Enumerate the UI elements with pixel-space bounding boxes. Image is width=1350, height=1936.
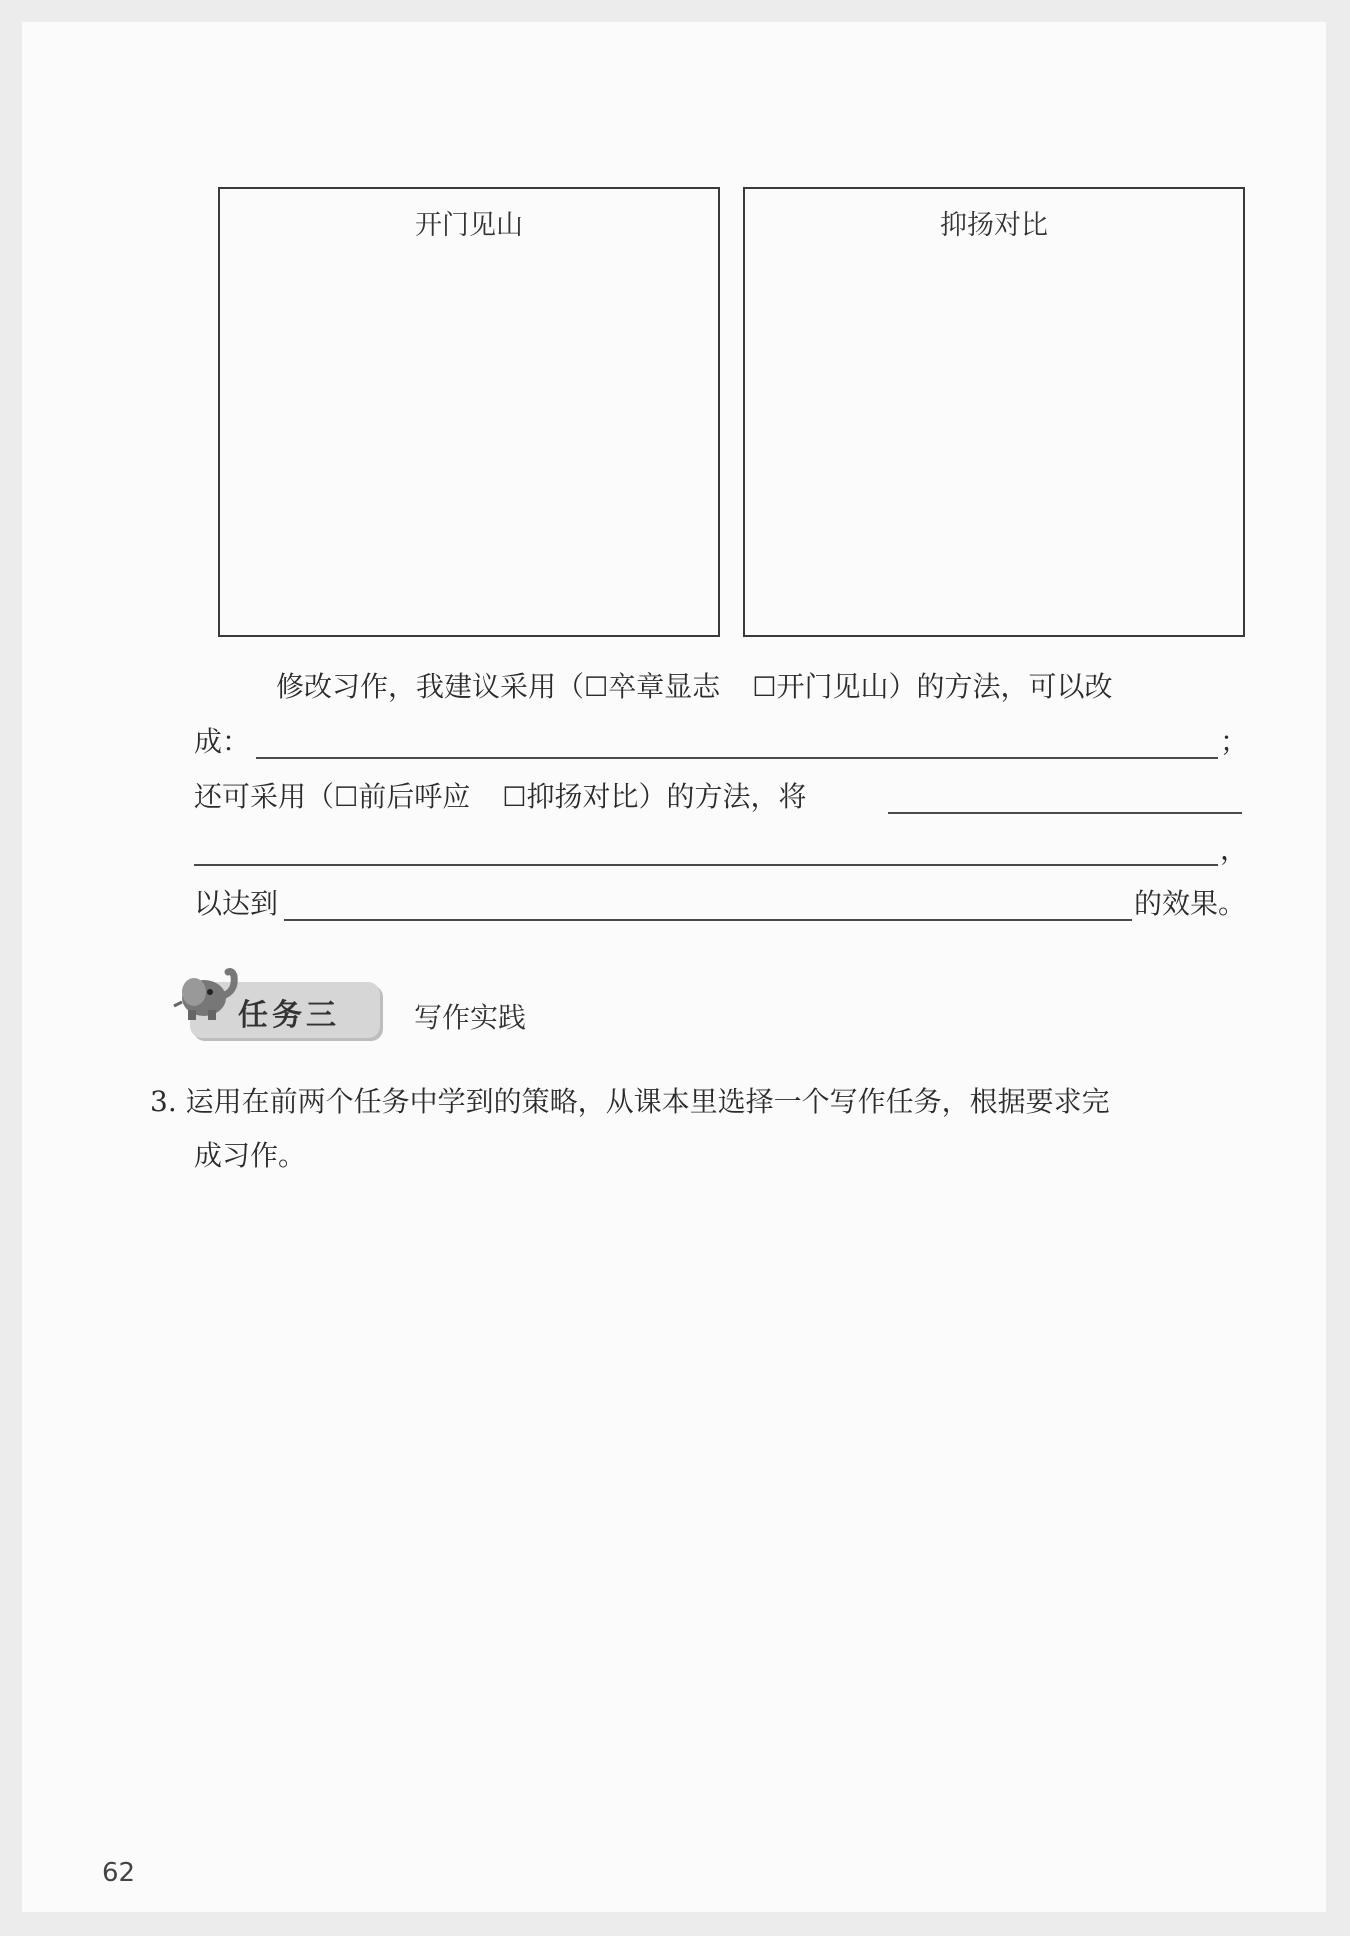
option-1-label: 卒章显志 [608,670,721,703]
box-title-left: 开门见山 [415,210,523,241]
revision-text-1-end: ）的方法，可以改 [888,670,1113,703]
workbook-page [22,22,1326,1912]
blank-line-3[interactable] [888,812,1242,814]
task-item-number: 3. [150,1085,177,1118]
revision-line-2-end: ； [1220,725,1249,758]
blank-line-5[interactable] [284,919,1132,921]
revision-line-1 [276,667,1113,708]
option-4-label: 抑扬对比 [526,780,639,813]
checkbox-option-1[interactable]: ☐ [584,672,609,703]
elephant-icon [172,962,244,1024]
blank-line-2[interactable] [256,757,1218,759]
revision-text-3: 还可采用（ [194,780,335,813]
task-item [150,1082,1110,1122]
task-badge-label: 任务三 [238,998,340,1033]
task-item-line-2: 成习作。 [194,1139,307,1172]
box-title-right: 抑扬对比 [940,210,1048,241]
revision-line-2-start: 成： [194,725,251,758]
checkbox-option-3[interactable]: ☐ [334,782,359,813]
checkbox-option-4[interactable]: ☐ [502,782,527,813]
revision-line-5-start: 以达到 [194,887,279,920]
revision-line-3 [194,777,807,818]
revision-text-3-end: ）的方法，将 [638,780,807,813]
answer-box-yiyang[interactable] [743,187,1245,637]
task-item-text-1: 运用在前两个任务中学到的策略，从课本里选择一个写作任务，根据要求完 [185,1085,1110,1118]
option-2-label: 开门见山 [776,670,889,703]
revision-text-1: 修改习作，我建议采用（ [276,670,585,703]
revision-line-4-end: ， [1220,833,1249,866]
blank-line-4[interactable] [194,864,1218,866]
option-3-label: 前后呼应 [358,780,471,813]
answer-box-kaimen[interactable] [218,187,720,637]
task-title: 写作实践 [414,1001,527,1034]
checkbox-option-2[interactable]: ☐ [752,672,777,703]
revision-line-5-end: 的效果。 [1134,887,1247,920]
page-number: 62 [102,1858,136,1888]
